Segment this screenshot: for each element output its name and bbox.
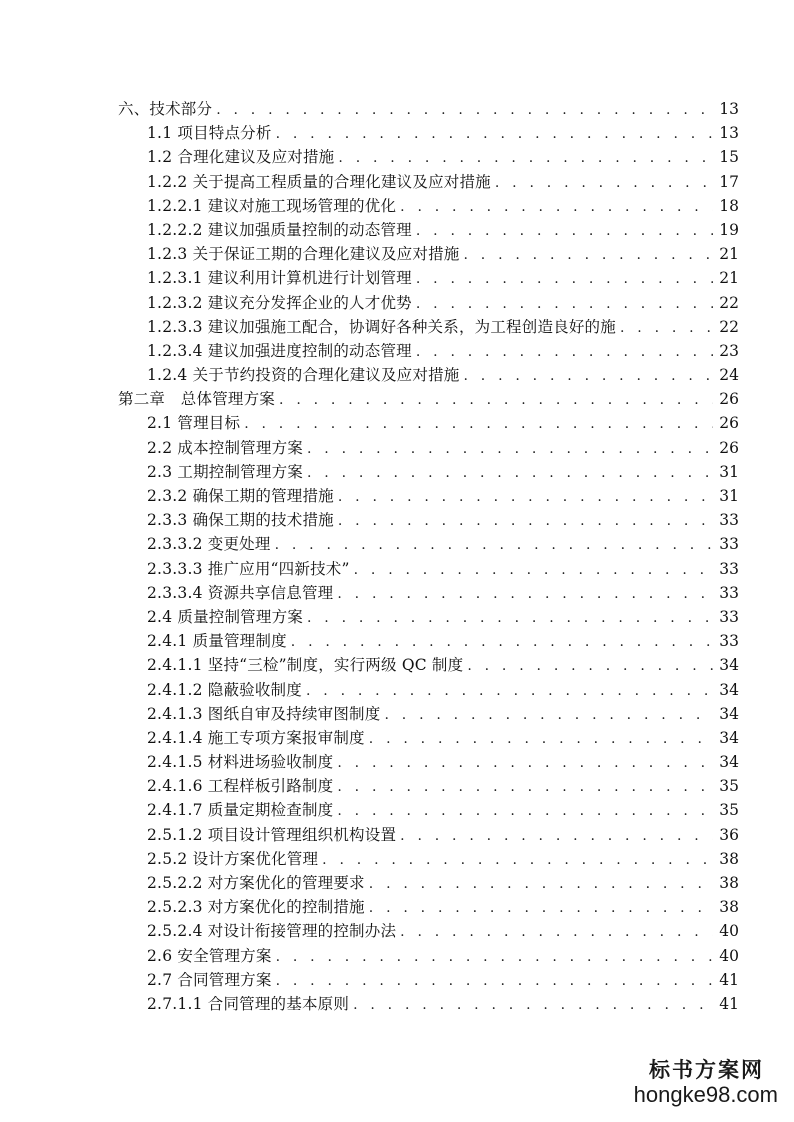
toc-entry-page-number: 41 xyxy=(719,970,739,989)
toc-entry-page-number: 36 xyxy=(719,825,739,844)
toc-entry-title: 2.4.1.6 工程样板引路制度 xyxy=(147,777,334,796)
toc-dot-leader xyxy=(369,727,713,751)
toc-entry-title: 2.4.1.7 质量定期检查制度 xyxy=(147,801,334,820)
toc-entry-page-number: 17 xyxy=(719,172,739,191)
toc-entry-page-number: 18 xyxy=(719,196,739,215)
toc-entry-title: 2.5.2.4 对设计衔接管理的控制办法 xyxy=(147,922,397,941)
toc-dot-leader xyxy=(354,558,713,582)
toc-entry[interactable] xyxy=(118,702,739,726)
toc-entry-page-number: 23 xyxy=(719,341,739,360)
toc-entry[interactable] xyxy=(118,726,739,750)
toc-entry[interactable] xyxy=(118,532,739,556)
toc-entry-title: 2.3.3 确保工期的技术措施 xyxy=(147,511,334,530)
toc-dot-leader xyxy=(291,630,713,654)
toc-dot-leader xyxy=(338,485,713,509)
toc-entry-title: 1.2.4 关于节约投资的合理化建议及应对措施 xyxy=(147,366,460,385)
toc-dot-leader xyxy=(620,316,713,340)
toc-entry[interactable] xyxy=(118,774,739,798)
toc-entry-title: 2.4.1 质量管理制度 xyxy=(147,632,287,651)
toc-dot-leader xyxy=(276,122,713,146)
toc-dot-leader xyxy=(369,872,713,896)
toc-entry-page-number: 33 xyxy=(719,535,739,554)
toc-entry-page-number: 26 xyxy=(719,390,739,409)
toc-entry-page-number: 21 xyxy=(719,245,739,264)
toc-entry-title: 2.6 安全管理方案 xyxy=(147,946,272,965)
toc-entry-page-number: 34 xyxy=(719,728,739,747)
toc-dot-leader xyxy=(338,509,713,533)
toc-entry[interactable] xyxy=(118,218,739,242)
toc-entry-page-number: 26 xyxy=(719,414,739,433)
toc-dot-leader xyxy=(276,945,713,969)
toc-entry-page-number: 15 xyxy=(719,148,739,167)
watermark-name: 标书方案网 xyxy=(649,1057,764,1082)
toc-entry[interactable] xyxy=(118,581,739,605)
toc-entry-title: 2.3.3.2 变更处理 xyxy=(147,535,271,554)
toc-entry-page-number: 33 xyxy=(719,511,739,530)
toc-dot-leader xyxy=(275,533,713,557)
toc-entry[interactable] xyxy=(118,97,739,121)
toc-entry-page-number: 38 xyxy=(719,849,739,868)
toc-entry[interactable] xyxy=(118,484,739,508)
toc-entry-title: 2.7.1.1 合同管理的基本原则 xyxy=(147,994,350,1013)
toc-entry-title: 第二章 总体管理方案 xyxy=(118,390,276,409)
toc-entry-title: 1.2.2 关于提高工程质量的合理化建议及应对措施 xyxy=(147,172,491,191)
toc-entry[interactable] xyxy=(118,387,739,411)
toc-entry[interactable] xyxy=(118,605,739,629)
toc-entry-page-number: 13 xyxy=(719,100,739,118)
toc-entry-title: 1.2.2.1 建议对施工现场管理的优化 xyxy=(147,196,397,215)
toc-entry[interactable] xyxy=(118,557,739,581)
toc-entry[interactable] xyxy=(118,750,739,774)
toc-dot-leader xyxy=(384,703,713,727)
toc-entry[interactable] xyxy=(118,968,739,992)
toc-dot-leader xyxy=(416,219,713,243)
toc-entry-page-number: 34 xyxy=(719,656,739,675)
toc-entry[interactable] xyxy=(118,798,739,822)
toc-entry-title: 2.5.2 设计方案优化管理 xyxy=(147,849,319,868)
toc-entry[interactable] xyxy=(118,992,739,1016)
toc-dot-leader xyxy=(416,292,713,316)
toc-dot-leader xyxy=(353,993,713,1017)
toc-entry[interactable] xyxy=(118,460,739,484)
toc-entry-title: 2.4.1.1 坚持“三检”制度，实行两级 QC 制度 xyxy=(147,656,464,675)
toc-dot-leader xyxy=(337,582,713,606)
toc-entry[interactable] xyxy=(118,436,739,460)
toc-entry-page-number: 34 xyxy=(719,753,739,772)
toc-entry-title: 1.2.3 关于保证工期的合理化建议及应对措施 xyxy=(147,245,460,264)
toc-dot-leader xyxy=(416,267,713,291)
toc-entry[interactable] xyxy=(118,121,739,145)
toc-entry-page-number: 22 xyxy=(719,317,739,336)
toc-entry-page-number: 35 xyxy=(719,801,739,820)
table-of-contents xyxy=(118,97,739,1016)
toc-dot-leader xyxy=(337,751,713,775)
toc-entry-page-number: 38 xyxy=(719,898,739,917)
toc-dot-leader xyxy=(338,146,713,170)
toc-entry-page-number: 40 xyxy=(719,946,739,965)
toc-entry-page-number: 33 xyxy=(719,632,739,651)
toc-entry-page-number: 13 xyxy=(719,124,739,143)
toc-entry[interactable] xyxy=(118,170,739,194)
toc-entry-title: 2.5.2.3 对方案优化的控制措施 xyxy=(147,898,365,917)
toc-dot-leader xyxy=(400,195,713,219)
toc-entry[interactable] xyxy=(118,242,739,266)
toc-entry[interactable] xyxy=(118,847,739,871)
toc-entry[interactable] xyxy=(118,919,739,943)
toc-entry-page-number: 31 xyxy=(719,487,739,505)
toc-entry[interactable] xyxy=(118,411,739,435)
toc-entry[interactable] xyxy=(118,678,739,702)
toc-entry[interactable] xyxy=(118,339,739,363)
toc-entry[interactable] xyxy=(118,266,739,290)
toc-entry-title: 1.2 合理化建议及应对措施 xyxy=(147,148,335,167)
toc-entry-page-number: 22 xyxy=(719,293,739,312)
toc-dot-leader xyxy=(322,848,713,872)
toc-entry-title: 1.2.3.4 建议加强进度控制的动态管理 xyxy=(147,341,412,360)
toc-entry-page-number: 34 xyxy=(719,680,739,699)
toc-entry-title: 2.1 管理目标 xyxy=(147,414,241,433)
toc-entry-title: 2.4.1.3 图纸自审及持续审图制度 xyxy=(147,704,381,723)
toc-entry-title: 2.4.1.4 施工专项方案报审制度 xyxy=(147,728,365,747)
toc-entry[interactable] xyxy=(118,315,739,339)
toc-entry-page-number: 21 xyxy=(719,269,739,288)
toc-dot-leader xyxy=(337,775,713,799)
toc-dot-leader xyxy=(463,364,713,388)
toc-entry-page-number: 33 xyxy=(719,559,739,578)
toc-entry-title: 1.1 项目特点分析 xyxy=(147,124,272,143)
toc-entry-page-number: 41 xyxy=(719,994,739,1013)
toc-dot-leader xyxy=(307,437,713,461)
toc-entry-page-number: 40 xyxy=(719,922,739,941)
toc-entry-page-number: 35 xyxy=(719,777,739,796)
toc-dot-leader xyxy=(467,654,713,678)
toc-entry[interactable] xyxy=(118,363,739,387)
toc-entry-title: 2.5.2.2 对方案优化的管理要求 xyxy=(147,874,365,892)
watermark-url: hongke98.com xyxy=(633,1082,778,1107)
toc-entry-title: 2.4 质量控制管理方案 xyxy=(147,607,303,626)
toc-dot-leader xyxy=(279,388,713,412)
toc-entry-title: 2.5.1.2 项目设计管理组织机构设置 xyxy=(147,825,397,844)
toc-entry[interactable] xyxy=(118,944,739,968)
toc-dot-leader xyxy=(244,412,713,436)
toc-entry-title: 1.2.3.2 建议充分发挥企业的人才优势 xyxy=(147,293,412,312)
toc-entry[interactable] xyxy=(118,629,739,653)
toc-entry[interactable] xyxy=(118,508,739,532)
toc-entry-title: 2.2 成本控制管理方案 xyxy=(147,438,303,457)
toc-entry-title: 2.3.3.4 资源共享信息管理 xyxy=(147,583,334,602)
toc-entry[interactable] xyxy=(118,823,739,847)
toc-dot-leader xyxy=(416,340,713,364)
toc-dot-leader xyxy=(337,799,713,823)
toc-dot-leader xyxy=(276,969,713,993)
toc-entry-title: 2.4.1.2 隐蔽验收制度 xyxy=(147,680,302,699)
toc-entry-title: 2.3.2 确保工期的管理措施 xyxy=(147,487,334,505)
toc-entry-page-number: 33 xyxy=(719,607,739,626)
toc-entry-title: 1.2.2.2 建议加强质量控制的动态管理 xyxy=(147,220,412,239)
toc-entry-title: 六、技术部分 xyxy=(118,100,213,118)
toc-entry[interactable] xyxy=(118,653,739,677)
toc-dot-leader xyxy=(463,243,713,267)
toc-entry[interactable] xyxy=(118,871,739,895)
toc-entry-title: 1.2.3.1 建议利用计算机进行计划管理 xyxy=(147,269,412,288)
toc-entry-page-number: 19 xyxy=(719,220,739,239)
toc-entry-page-number: 34 xyxy=(719,704,739,723)
toc-entry[interactable] xyxy=(118,194,739,218)
toc-entry-title: 2.3 工期控制管理方案 xyxy=(147,462,303,481)
toc-entry-title: 2.3.3.3 推广应用“四新技术” xyxy=(147,559,350,578)
toc-dot-leader xyxy=(369,896,713,920)
toc-dot-leader xyxy=(216,98,713,122)
toc-entry-page-number: 38 xyxy=(719,874,739,892)
toc-dot-leader xyxy=(307,461,713,485)
toc-dot-leader xyxy=(307,606,713,630)
toc-entry-page-number: 31 xyxy=(719,462,739,481)
site-watermark xyxy=(634,1058,778,1108)
toc-dot-leader xyxy=(495,171,713,195)
toc-entry-title: 2.4.1.5 材料进场验收制度 xyxy=(147,753,334,772)
toc-entry[interactable] xyxy=(118,291,739,315)
toc-entry-page-number: 24 xyxy=(719,366,739,385)
toc-entry[interactable] xyxy=(118,145,739,169)
toc-dot-leader xyxy=(306,679,713,703)
toc-entry-title: 2.7 合同管理方案 xyxy=(147,970,272,989)
toc-entry[interactable] xyxy=(118,895,739,919)
toc-dot-leader xyxy=(400,920,713,944)
toc-entry-page-number: 26 xyxy=(719,438,739,457)
toc-dot-leader xyxy=(400,824,713,848)
toc-entry-title: 1.2.3.3 建议加强施工配合，协调好各种关系，为工程创造良好的施 xyxy=(147,317,616,336)
toc-entry-page-number: 33 xyxy=(719,583,739,602)
